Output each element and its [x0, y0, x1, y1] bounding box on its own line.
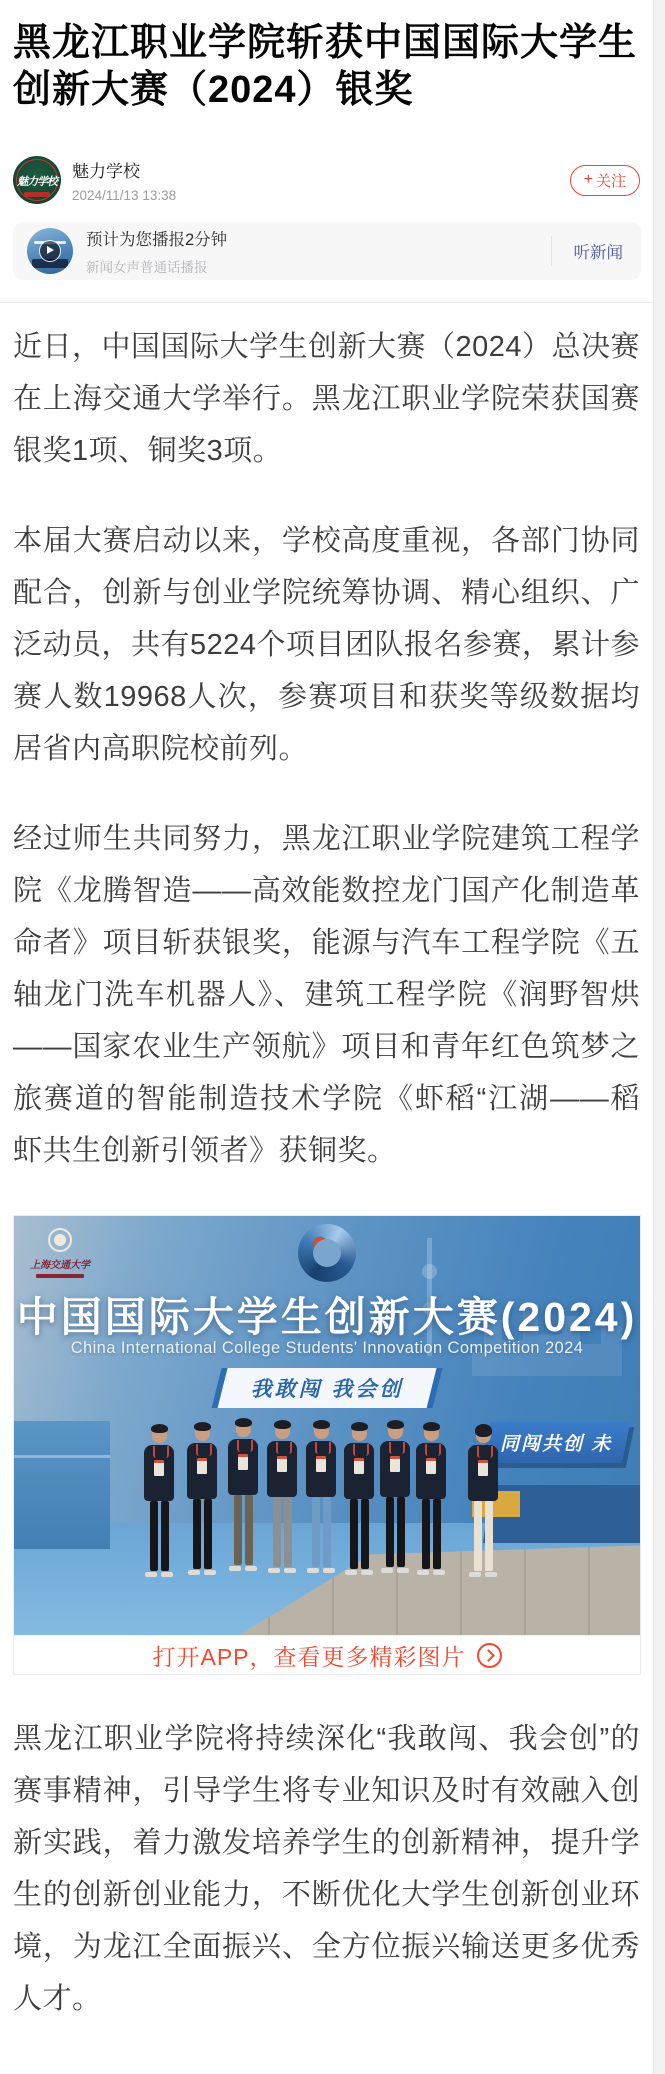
author-info — [72, 157, 570, 203]
play-icon[interactable] — [39, 240, 61, 262]
sjtu-logo-text: 上海交通大学 — [30, 1260, 90, 1271]
person-figure — [226, 1420, 260, 1571]
paragraph: 经过师生共同努力，黑龙江职业学院建筑工程学院《龙腾智造——高效能数控龙门国产化制造革命者》项目斩获银奖，能源与汽车工程学院《五轴龙门洗车机器人》、建筑工程学院《润野智烘——国家农业生产领航》项目和青年红色筑梦之旅赛道的智能制造技术学院《虾稻“江湖——稻虾共生创新引领者》获铜奖。 — [13, 823, 640, 1167]
avatar-ribbon — [24, 192, 50, 197]
article-body — [0, 321, 654, 2025]
page-title: 黑龙江职业学院斩获中国国际大学生创新大赛（2024）银奖 — [13, 22, 638, 111]
person-figure — [414, 1424, 448, 1575]
publish-timestamp: 2024/11/13 13:38 — [72, 188, 177, 203]
slogan-text: 我敢闯 我会创 — [250, 1378, 404, 1401]
person-figure — [378, 1422, 412, 1573]
paragraph: 近日，中国国际大学生创新大赛（2024）总决赛在上海交通大学举行。黑龙江职业学院荣获国赛银奖1项、铜奖3项。 — [13, 331, 641, 467]
article-photo[interactable] — [14, 1216, 640, 1635]
open-app-banner[interactable] — [14, 1635, 640, 1674]
paragraph: 黑龙江职业学院将持续深化“我敢闯、我会创”的赛事精神，引导学生将专业知识及时有效融入创新实践，着力激发培养学生的创新精神，提升学生的创新创业能力，不断优化大学生创新创业环境，为龙江全面振兴、全方位振兴输送更多优秀人才。 — [13, 1723, 640, 2015]
audio-player-card — [13, 222, 641, 280]
person-figure — [265, 1422, 299, 1573]
section-divider — [0, 302, 654, 303]
audio-subtitle: 新闻女声普通话播报 — [86, 260, 208, 275]
scrollbar[interactable] — [653, 0, 665, 2074]
person-figure — [142, 1426, 176, 1577]
side-sign-text: 同闯共创 未 — [499, 1434, 612, 1455]
audio-thumbnail[interactable] — [27, 228, 73, 274]
follow-button-label: 关注 — [595, 172, 626, 190]
paragraph: 本届大赛启动以来，学校高度重视，各部门协同配合，创新与创业学院统筹协调、精心组织、广泛动员，共有5224个项目团队报名参赛，累计参赛人数19968人次，参赛项目和获奖等级数据均居省内高职院校前列。 — [13, 525, 641, 765]
person-figure — [185, 1424, 219, 1575]
person-figure — [304, 1422, 338, 1573]
backdrop-title-cn: 中国国际大学生创新大赛(2024) — [16, 1294, 638, 1340]
plus-icon: + — [583, 171, 593, 188]
group-photo-people — [14, 1216, 640, 1635]
follow-button[interactable] — [570, 165, 640, 196]
audio-title: 预计为您播报2分钟 — [86, 231, 228, 249]
audio-info — [86, 226, 551, 276]
article-image-card — [13, 1215, 641, 1675]
avatar[interactable] — [13, 156, 61, 204]
author-row — [13, 156, 640, 204]
listen-news-button[interactable]: 听新闻 — [573, 244, 623, 262]
person-figure — [342, 1424, 376, 1575]
circle-arrow-icon — [477, 1643, 502, 1668]
person-figure — [466, 1426, 500, 1577]
open-app-banner-label: 打开APP，查看更多精彩图片 — [152, 1643, 466, 1670]
avatar-logo-text: 魅力学校 — [17, 176, 57, 188]
backdrop-title-en: China International College Students' Innovation Competition 2024 — [70, 1339, 584, 1357]
author-name[interactable]: 魅力学校 — [72, 162, 140, 181]
